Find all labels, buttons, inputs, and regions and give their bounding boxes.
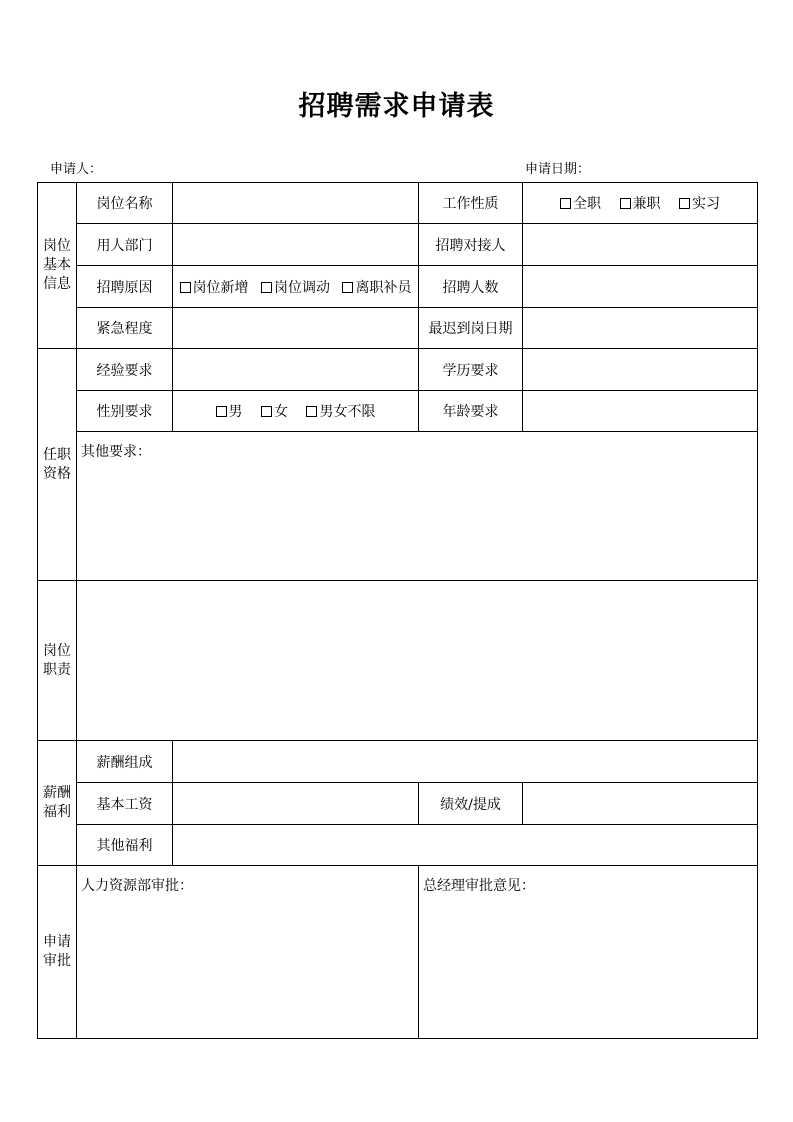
- section-basic-info: 岗位 基本 信息: [38, 183, 77, 349]
- latest-date-field[interactable]: [523, 308, 758, 349]
- gender-option-any[interactable]: 男女不限: [306, 401, 375, 421]
- gender-option-male[interactable]: 男: [216, 401, 243, 421]
- urgency-label: 紧急程度: [77, 308, 173, 349]
- recruitment-form-table: [37, 182, 758, 1039]
- headcount-field[interactable]: [523, 266, 758, 308]
- age-label: 年龄要求: [419, 391, 523, 432]
- performance-field[interactable]: [523, 783, 758, 825]
- other-benefits-field[interactable]: [173, 825, 758, 866]
- reason-option-transfer[interactable]: 岗位调动: [261, 277, 330, 297]
- checkbox-icon: [679, 198, 690, 209]
- other-benefits-label: 其他福利: [77, 825, 173, 866]
- position-name-label: 岗位名称: [77, 183, 173, 224]
- applicant-label: 申请人：: [50, 162, 103, 177]
- reason-options: [173, 266, 419, 308]
- experience-field[interactable]: [173, 349, 419, 391]
- hr-approval-field[interactable]: [77, 866, 419, 1039]
- other-requirements-field[interactable]: [77, 432, 758, 581]
- job-nature-option-parttime[interactable]: 兼职: [620, 193, 661, 213]
- section-salary: 薪酬 福利: [38, 741, 77, 866]
- education-field[interactable]: [523, 349, 758, 391]
- performance-label: 绩效/提成: [419, 783, 523, 825]
- reason-label: 招聘原因: [77, 266, 173, 308]
- urgency-field[interactable]: [173, 308, 419, 349]
- other-requirements-label: 其他要求：: [81, 444, 151, 460]
- recruit-contact-field[interactable]: [523, 224, 758, 266]
- gender-label: 性别要求: [77, 391, 173, 432]
- checkbox-icon: [342, 282, 353, 293]
- section-approval: 申请 审批: [38, 866, 77, 1039]
- apply-date-label: 申请日期：: [525, 162, 591, 177]
- gender-option-female[interactable]: 女: [261, 401, 288, 421]
- checkbox-icon: [180, 282, 191, 293]
- salary-structure-field[interactable]: [173, 741, 758, 783]
- job-nature-options: [523, 183, 758, 224]
- checkbox-icon: [306, 406, 317, 417]
- duty-field[interactable]: [77, 581, 758, 741]
- gender-options: [173, 391, 419, 432]
- department-label: 用人部门: [77, 224, 173, 266]
- age-field[interactable]: [523, 391, 758, 432]
- checkbox-icon: [620, 198, 631, 209]
- reason-option-new[interactable]: 岗位新增: [180, 277, 249, 297]
- checkbox-icon: [216, 406, 227, 417]
- base-salary-field[interactable]: [173, 783, 419, 825]
- checkbox-icon: [261, 282, 272, 293]
- checkbox-icon: [560, 198, 571, 209]
- recruit-contact-label: 招聘对接人: [419, 224, 523, 266]
- latest-date-label: 最迟到岗日期: [419, 308, 523, 349]
- reason-option-replace[interactable]: 离职补员: [342, 277, 411, 297]
- base-salary-label: 基本工资: [77, 783, 173, 825]
- gm-approval-field[interactable]: [419, 866, 758, 1039]
- section-qualification: 任职 资格: [38, 349, 77, 581]
- section-duty: 岗位 职责: [38, 581, 77, 741]
- salary-structure-label: 薪酬组成: [77, 741, 173, 783]
- position-name-field[interactable]: [173, 183, 419, 224]
- gm-approval-label: 总经理审批意见：: [423, 878, 535, 894]
- hr-approval-label: 人力资源部审批：: [81, 878, 193, 894]
- job-nature-option-fulltime[interactable]: 全职: [560, 193, 601, 213]
- job-nature-label: 工作性质: [419, 183, 523, 224]
- experience-label: 经验要求: [77, 349, 173, 391]
- checkbox-icon: [261, 406, 272, 417]
- education-label: 学历要求: [419, 349, 523, 391]
- headcount-label: 招聘人数: [419, 266, 523, 308]
- page-title: 招聘需求申请表: [298, 91, 495, 122]
- job-nature-option-intern[interactable]: 实习: [679, 193, 720, 213]
- department-field[interactable]: [173, 224, 419, 266]
